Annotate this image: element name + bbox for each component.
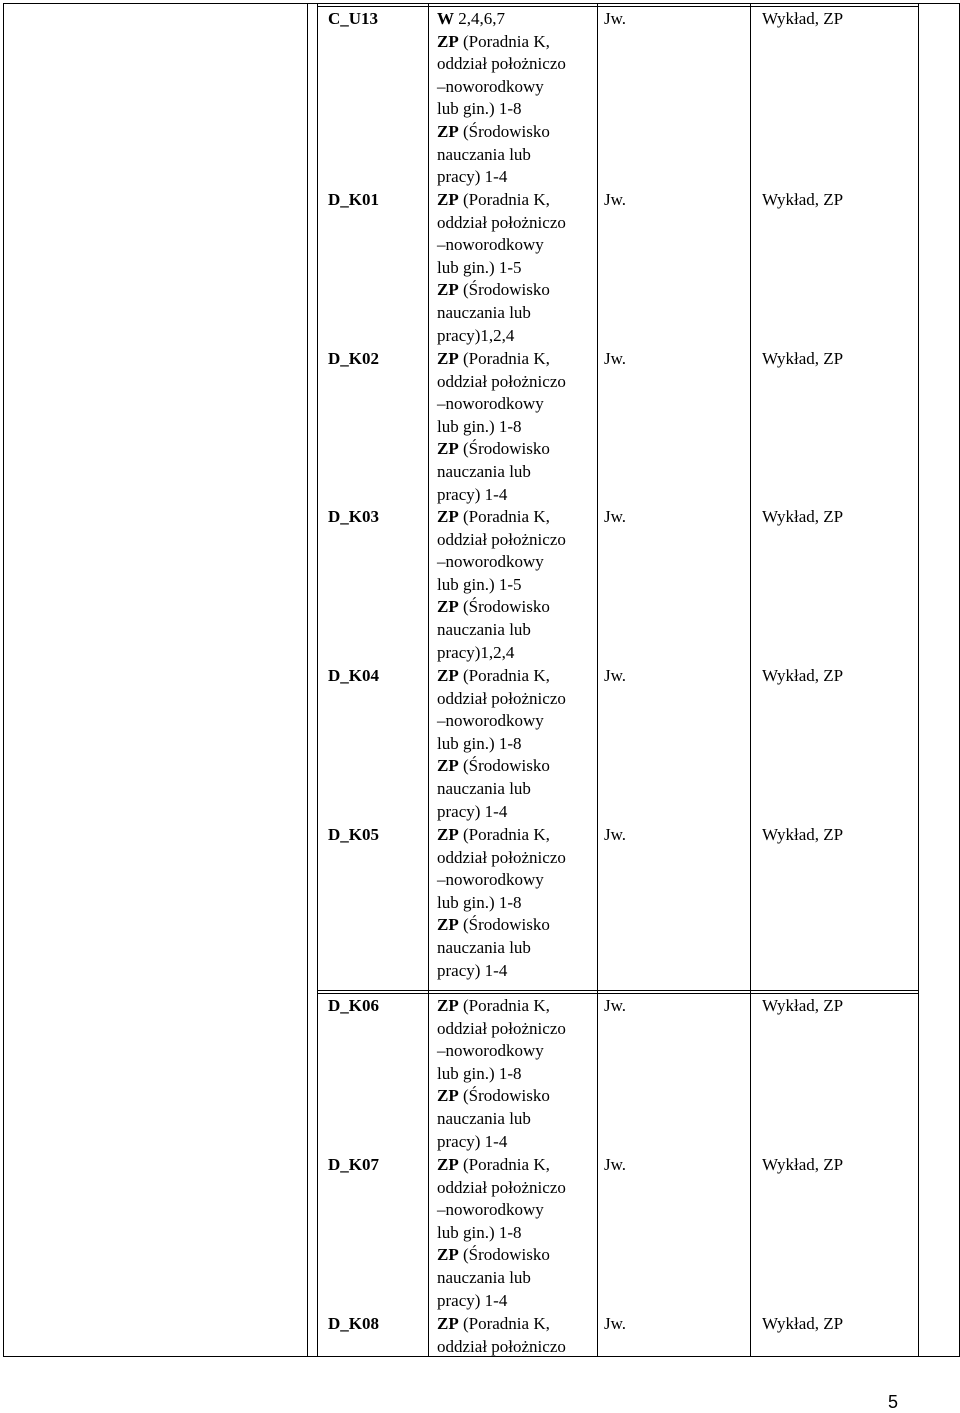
desc-text: (Poradnia K, <box>458 666 550 685</box>
row-desc-line <box>437 995 550 1018</box>
row-desc-line <box>437 551 544 574</box>
row-desc-line <box>437 8 505 31</box>
desc-bold-prefix: ZP <box>437 1314 459 1333</box>
desc-text: pracy) 1-4 <box>437 167 508 187</box>
row-desc-line <box>437 53 566 76</box>
row-form: Wykład, ZP <box>762 507 844 526</box>
row-desc-line <box>437 596 550 619</box>
desc-text: nauczania lub <box>437 620 531 639</box>
desc-text: pracy)1,2,4 <box>437 325 515 345</box>
desc-text: nauczania lub <box>437 144 531 164</box>
desc-text: –noworodkowy <box>437 76 544 96</box>
desc-text: oddział położniczo <box>437 1336 566 1356</box>
desc-text: (Poradnia K, <box>458 1314 550 1333</box>
desc-text: oddział położniczo <box>437 529 566 549</box>
row-desc-line <box>437 371 566 394</box>
row-desc-line <box>437 1131 507 1154</box>
desc-text: (Środowisko <box>458 122 550 141</box>
row-code: D_K06 <box>328 996 379 1015</box>
row-desc-line <box>437 302 531 325</box>
row-method: Jw. <box>604 825 627 844</box>
desc-text: –noworodkowy <box>437 552 544 572</box>
desc-text: (Poradnia K, <box>458 1155 550 1174</box>
desc-text: oddział położniczo <box>437 212 566 232</box>
row-desc-line <box>437 619 531 642</box>
row-desc-line <box>437 778 531 801</box>
row-method: Jw. <box>604 1314 627 1333</box>
desc-text: (Poradnia K, <box>458 996 550 1015</box>
desc-text: lub gin.) 1-8 <box>437 892 522 912</box>
desc-text: (Poradnia K, <box>458 507 550 526</box>
desc-text: pracy) 1-4 <box>437 801 508 821</box>
desc-bold-prefix: ZP <box>437 439 459 459</box>
table-border-left <box>3 3 4 1357</box>
col-divider-2 <box>317 3 318 1357</box>
row-desc-line <box>437 166 507 189</box>
desc-text: (Środowisko <box>458 915 550 935</box>
row-form: Wykład, ZP <box>762 1155 844 1174</box>
desc-text: (Poradnia K, <box>458 825 550 844</box>
row-method: Jw. <box>604 9 627 28</box>
row-desc-line <box>437 348 550 371</box>
desc-bold-prefix: ZP <box>437 825 459 844</box>
row-desc-line <box>437 642 514 665</box>
row-desc-line <box>437 914 550 937</box>
table-border-top <box>3 3 960 4</box>
row-desc-line <box>437 1018 566 1041</box>
row-desc-line <box>437 960 507 983</box>
desc-bold-prefix: ZP <box>437 915 459 935</box>
desc-text: nauczania lub <box>437 938 531 957</box>
desc-text: –noworodkowy <box>437 870 544 890</box>
desc-bold-prefix: ZP <box>437 666 459 685</box>
row-desc-line <box>437 1290 507 1313</box>
row-code: C_U13 <box>328 9 379 28</box>
row-code: D_K01 <box>328 190 379 209</box>
desc-text: pracy) 1-4 <box>437 484 508 504</box>
row-method: Jw. <box>604 666 627 685</box>
desc-text: oddział położniczo <box>437 688 566 708</box>
desc-text: oddział położniczo <box>437 847 566 867</box>
desc-text: oddział położniczo <box>437 371 566 391</box>
col-divider-1 <box>307 3 308 1357</box>
row-form: Wykład, ZP <box>762 9 844 28</box>
desc-text: –noworodkowy <box>437 1200 544 1220</box>
desc-bold-prefix: ZP <box>437 996 459 1015</box>
desc-text: –noworodkowy <box>437 235 544 255</box>
row-desc-line <box>437 325 514 348</box>
desc-text: lub gin.) 1-8 <box>437 1222 522 1242</box>
row-code: D_K02 <box>328 349 379 368</box>
desc-text: nauczania lub <box>437 462 531 481</box>
row-desc-line <box>437 506 550 529</box>
row-desc-line <box>437 688 566 711</box>
row-desc-line <box>437 824 550 847</box>
row-desc-line <box>437 212 566 235</box>
row-code: D_K08 <box>328 1314 379 1333</box>
row-divider-section <box>317 990 919 991</box>
row-method: Jw. <box>604 1155 627 1174</box>
desc-bold-prefix: ZP <box>437 349 459 368</box>
desc-text: 2,4,6,7 <box>454 9 505 28</box>
row-desc-line <box>437 484 507 507</box>
desc-text: lub gin.) 1-5 <box>437 574 522 594</box>
row-desc-line <box>437 574 522 597</box>
row-desc-line <box>437 76 544 99</box>
row-desc-line <box>437 257 522 280</box>
row-desc-line <box>437 31 550 54</box>
desc-bold-prefix: ZP <box>437 190 459 209</box>
desc-bold-prefix: ZP <box>437 1245 459 1265</box>
row-form: Wykład, ZP <box>762 825 844 844</box>
desc-text: pracy) 1-4 <box>437 960 508 980</box>
row-desc-line <box>437 665 550 688</box>
desc-text: (Poradnia K, <box>458 31 550 51</box>
row-method: Jw. <box>604 996 627 1015</box>
desc-text: lub gin.) 1-5 <box>437 257 522 277</box>
row-desc-line <box>437 1199 544 1222</box>
desc-text: pracy)1,2,4 <box>437 642 515 662</box>
row-desc-line <box>437 869 544 892</box>
row-desc-line <box>437 438 550 461</box>
desc-bold-prefix: ZP <box>437 756 459 776</box>
desc-text: lub gin.) 1-8 <box>437 1063 522 1083</box>
row-code: D_K05 <box>328 825 379 844</box>
row-desc-line <box>437 1222 522 1245</box>
row-desc-line <box>437 892 522 915</box>
desc-text: oddział położniczo <box>437 1177 566 1197</box>
row-desc-line <box>437 416 522 439</box>
row-code: D_K04 <box>328 666 379 685</box>
desc-bold-prefix: ZP <box>437 122 459 141</box>
row-desc-line <box>437 1040 544 1063</box>
row-desc-line <box>437 1085 550 1108</box>
row-desc-line <box>437 847 566 870</box>
col-divider-4 <box>597 3 598 1357</box>
desc-bold-prefix: ZP <box>437 280 459 300</box>
row-form: Wykład, ZP <box>762 349 844 368</box>
row-desc-line <box>437 801 507 824</box>
desc-text: (Środowisko <box>458 1245 550 1265</box>
col-divider-5 <box>750 3 751 1357</box>
row-desc-line <box>437 733 522 756</box>
row-desc-line <box>437 1244 550 1267</box>
row-desc-line <box>437 1336 566 1359</box>
desc-text: (Poradnia K, <box>458 349 550 368</box>
row-desc-line <box>437 1177 566 1200</box>
desc-text: (Środowisko <box>458 439 550 459</box>
row-desc-line <box>437 189 550 212</box>
desc-text: pracy) 1-4 <box>437 1290 508 1310</box>
desc-text: (Środowisko <box>458 280 550 300</box>
desc-bold-prefix: ZP <box>437 507 459 526</box>
inner-top <box>317 6 919 7</box>
row-desc-line <box>437 98 522 121</box>
row-desc-line <box>437 234 544 257</box>
row-desc-line <box>437 710 544 733</box>
row-form: Wykład, ZP <box>762 1314 844 1333</box>
row-desc-line <box>437 529 566 552</box>
desc-text: (Środowisko <box>458 597 550 617</box>
row-desc-line <box>437 1108 531 1131</box>
desc-text: oddział położniczo <box>437 54 566 74</box>
row-desc-line <box>437 144 531 167</box>
row-desc-line <box>437 121 550 144</box>
desc-text: pracy) 1-4 <box>437 1131 508 1151</box>
row-code: D_K07 <box>328 1155 379 1174</box>
desc-text: (Poradnia K, <box>458 190 550 209</box>
row-form: Wykład, ZP <box>762 996 844 1015</box>
desc-bold-prefix: ZP <box>437 597 459 617</box>
row-divider-section-2 <box>317 993 919 994</box>
desc-bold-prefix: ZP <box>437 1086 459 1106</box>
col-divider-3 <box>428 3 429 1357</box>
row-form: Wykład, ZP <box>762 666 844 685</box>
row-desc-line <box>437 393 544 416</box>
desc-text: nauczania lub <box>437 1109 531 1128</box>
desc-text: lub gin.) 1-8 <box>437 733 522 753</box>
col-divider-6 <box>918 3 919 1357</box>
row-desc-line <box>437 937 531 960</box>
row-desc-line <box>437 279 550 302</box>
desc-text: –noworodkowy <box>437 711 544 731</box>
row-method: Jw. <box>604 190 627 209</box>
desc-text: –noworodkowy <box>437 394 544 414</box>
desc-bold-prefix: W <box>437 9 454 28</box>
row-desc-line <box>437 1154 550 1177</box>
page-number: 5 <box>888 1392 899 1412</box>
desc-text: –noworodkowy <box>437 1041 544 1061</box>
desc-bold-prefix: ZP <box>437 31 459 51</box>
desc-text: nauczania lub <box>437 303 531 322</box>
desc-text: nauczania lub <box>437 779 531 798</box>
row-desc-line <box>437 1313 550 1336</box>
row-method: Jw. <box>604 507 627 526</box>
desc-text: oddział położniczo <box>437 1018 566 1038</box>
row-desc-line <box>437 755 550 778</box>
row-desc-line <box>437 1063 522 1086</box>
desc-text: (Środowisko <box>458 1086 550 1106</box>
desc-bold-prefix: ZP <box>437 1155 459 1174</box>
desc-text: lub gin.) 1-8 <box>437 99 522 119</box>
row-code: D_K03 <box>328 507 379 526</box>
row-method: Jw. <box>604 349 627 368</box>
desc-text: (Środowisko <box>458 756 550 776</box>
desc-text: lub gin.) 1-8 <box>437 416 522 436</box>
row-desc-line <box>437 461 531 484</box>
desc-text: nauczania lub <box>437 1268 531 1287</box>
row-desc-line <box>437 1267 531 1290</box>
row-form: Wykład, ZP <box>762 190 844 209</box>
